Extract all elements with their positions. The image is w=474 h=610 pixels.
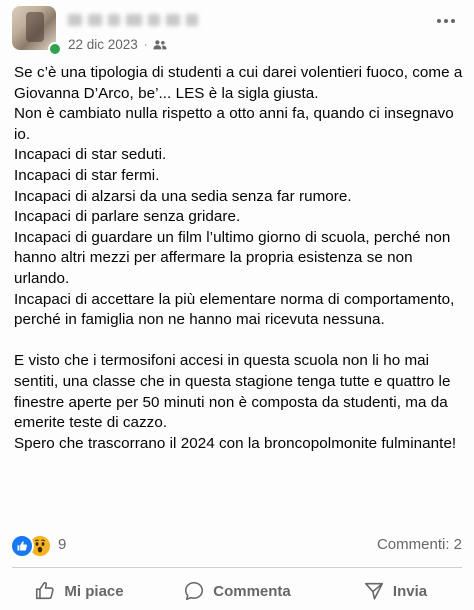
reactions-bar xyxy=(10,534,462,556)
share-button-label: Invia xyxy=(392,582,428,600)
paragraph: Incapaci di parlare senza gridare. xyxy=(14,208,241,226)
paragraph: Incapaci di star fermi. xyxy=(14,166,160,184)
post-text xyxy=(14,63,466,454)
like-button[interactable] xyxy=(0,574,158,608)
paragraph: Se c’è una tipologia di studenti a cui darei volentieri fuoco, come a Giovanna D’Arco, be’... LES è la sigla giusta. xyxy=(14,64,467,102)
send-icon xyxy=(363,580,385,602)
paragraph: Incapaci di guardare un film l’ultimo giorno di scuola, perché non hanno altri mezzi per affermare la propria esistenza se non urlando. xyxy=(14,228,455,287)
thumbs-up-icon xyxy=(34,580,56,602)
author-name-redacted[interactable] xyxy=(68,14,198,26)
more-options-button[interactable] xyxy=(432,14,460,28)
share-button[interactable] xyxy=(316,574,474,608)
reaction-icons[interactable] xyxy=(10,534,52,558)
comments-count[interactable]: Commenti: 2 xyxy=(376,536,462,553)
paragraph: Non è cambiato nulla rispetto a otto anni fa, quando ci insegnavo io. xyxy=(14,105,459,143)
like-button-label: Mi piace xyxy=(64,582,124,600)
avatar[interactable] xyxy=(12,6,56,50)
paragraph: E visto che i termosifoni accesi in questa scuola non li ho mai sentiti, una classe che in questa stagione tenga tutte e quattro le finestre aperte per 50 minuti non è composta da studenti, ma da emerite teste di cazzo. xyxy=(14,352,455,432)
friends-icon xyxy=(153,39,167,51)
action-bar xyxy=(0,574,474,608)
avatar-photo xyxy=(26,12,44,42)
comment-button[interactable] xyxy=(158,574,316,608)
post-meta xyxy=(68,37,167,52)
paragraph: Spero che trascorrano il 2024 con la broncopolmonite fulminante! xyxy=(14,434,457,452)
paragraph-gap xyxy=(14,331,466,352)
comment-icon xyxy=(183,580,205,602)
like-reaction-icon xyxy=(10,534,34,558)
divider xyxy=(12,567,462,568)
meta-separator: · xyxy=(143,38,148,51)
reaction-count[interactable]: 9 xyxy=(58,536,67,553)
post-header xyxy=(10,4,464,56)
more-horizontal-icon xyxy=(437,19,441,23)
paragraph: Incapaci di accettare la più elementare norma di comportamento, perché in famiglia non ne hanno mai ricevuta nessuna. xyxy=(14,290,459,329)
paragraph: Incapaci di star seduti. xyxy=(14,146,167,164)
paragraph: Incapaci di alzarsi da una sedia senza far rumore. xyxy=(14,187,352,205)
post-date[interactable]: 22 dic 2023 xyxy=(68,37,138,52)
online-status-indicator xyxy=(48,42,62,56)
comment-button-label: Commenta xyxy=(213,582,291,600)
